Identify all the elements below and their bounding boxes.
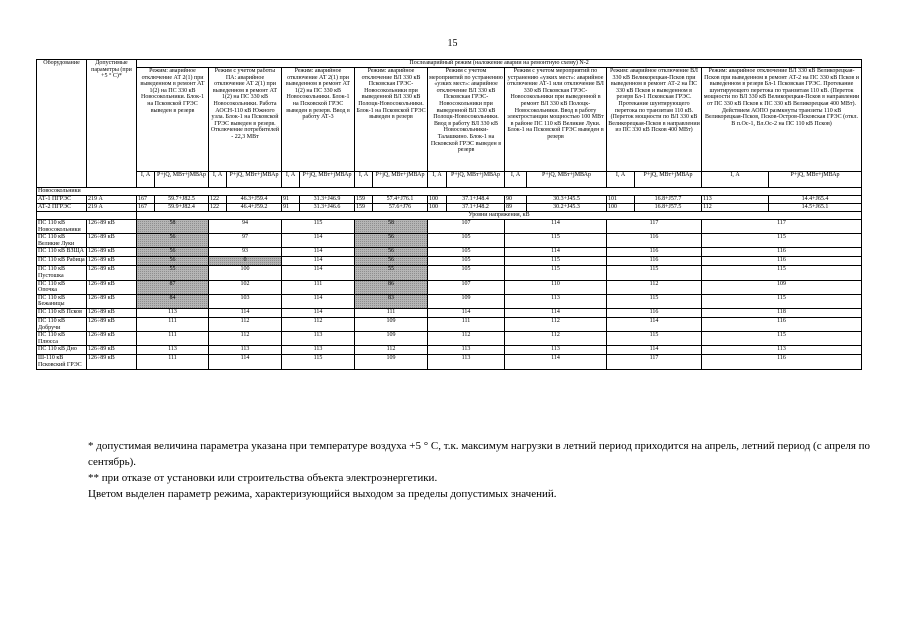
value-cell: 111	[428, 317, 505, 331]
value-cell: 100	[428, 196, 447, 204]
unit-current-header: I, А	[282, 172, 300, 188]
value-cell: 89	[505, 204, 527, 212]
row-equipment: АТ-2 ПГРЭС	[37, 204, 87, 212]
value-cell: 122	[209, 204, 227, 212]
value-cell: 116	[607, 234, 702, 248]
table-row	[37, 204, 862, 212]
value-cell: 103	[209, 294, 282, 308]
value-cell: 101	[607, 196, 635, 204]
value-cell: 111	[355, 308, 428, 317]
value-cell-out-of-range: 56	[137, 248, 209, 257]
scenario-header: Режим с учетом мероприятий по устранению «узких мест»: аварийное отключение ВЛ 330 кВ Псковская ГРЭС-Новосокольники при выведенной ВЛ 330 кВ Полоцк-Новосокольники. Ввод в работу ВЛ 330 кВ Новосокольники-Талашкино. Блок-1 на Псковской ГРЭС выведен в резерв	[428, 68, 505, 172]
value-cell: 14.5+J65.1	[769, 204, 862, 212]
value-cell-out-of-range: 56	[355, 234, 428, 248]
row-substation: ПС 110 кВ Псков	[37, 308, 87, 317]
regime-table	[36, 59, 862, 370]
value-cell: 115	[607, 266, 702, 280]
value-cell: 46.4+J59.2	[227, 204, 282, 212]
value-cell: 102	[209, 280, 282, 294]
row-limit: 126÷89 кВ	[87, 355, 137, 369]
value-cell: 57.4+J76.1	[373, 196, 428, 204]
value-cell: 117	[607, 220, 702, 234]
row-substation: ПС 110 кВ Великие Луки	[37, 234, 87, 248]
value-cell: 116	[607, 257, 702, 266]
value-cell: 109	[702, 280, 862, 294]
unit-current-header: I, А	[428, 172, 447, 188]
value-cell: 112	[282, 317, 355, 331]
value-cell: 115	[702, 234, 862, 248]
value-cell: 59.7+J82.5	[155, 196, 209, 204]
scenario-header: Режим: аварийное отключение ВЛ 330 кВ Великорецкая-Псков при выведенном в ремонт АТ-2 на ПС 330 кВ Псков и выведенном в резерв Бл-1 Псковская ГРЭС. Протекание шунтирующего перетока по транзитам 110 кВ. (Переток мощности по ВЛ 330 кВ Великорецкая-Псков в направлении от ПС 330 кВ Псков к ПС 330 кВ Великорецкая 400 МВт). Действием АОПО размкнуты транзиты 110 кВ Великорецкая-Псков, Псков-Остров-Псковская ГРЭС (откл. В п.Ос-1, Вл.Ос-2 на ПС 110 кВ Псков)	[702, 68, 862, 172]
row-substation: ПС 110 кВ Рабица	[37, 257, 87, 266]
value-cell: 109	[428, 294, 505, 308]
value-cell: 113	[702, 196, 769, 204]
row-limit: 126÷89 кВ	[87, 346, 137, 355]
page-number: 15	[447, 38, 458, 49]
value-cell-out-of-range: 0	[209, 257, 282, 266]
value-cell: 115	[505, 257, 607, 266]
table-row	[37, 355, 862, 369]
value-cell: 112	[355, 346, 428, 355]
value-cell: 30.2+J45.3	[527, 204, 607, 212]
value-cell: 109	[355, 355, 428, 369]
value-cell: 111	[282, 280, 355, 294]
value-cell: 115	[282, 220, 355, 234]
value-cell: 100	[428, 204, 447, 212]
value-cell: 114	[282, 234, 355, 248]
value-cell: 115	[607, 294, 702, 308]
table-row	[37, 196, 862, 204]
value-cell: 100	[607, 204, 635, 212]
scenario-header: Режим с учетом работы ПА: аварийное отключение АТ 2(1) при выведенном в ремонт АТ 1(2) на ПС 330 кВ Новосокольники. Работа АОСН-110 кВ Южного узла. Блок-1 на Псковской ГРЭС выведен в резерв. Отключение потребителей - 22,3 МВт	[209, 68, 282, 172]
header-row-units	[37, 172, 862, 188]
value-cell: 115	[607, 332, 702, 346]
value-cell-out-of-range: 84	[137, 294, 209, 308]
value-cell: 114	[505, 220, 607, 234]
row-limit: 126÷89 кВ	[87, 317, 137, 331]
value-cell: 113	[505, 346, 607, 355]
scenario-header: Режим с учетом мероприятий по устранению «узких мест»: аварийное отключение АТ-1 или отключение ВЛ 330 кВ Псковская ГРЭС-Новосокольники при выведенной в ремонт ВЛ 330 кВ Полоцк-Новосокольники. Ввод в работу электростанции мощностью 100 МВт в районе ПС 110 кВ Великие Луки. Блок-1 на Псковской ГРЭС выведен в резерв	[505, 68, 607, 172]
row-limit: 219 А	[87, 204, 137, 212]
value-cell: 114	[209, 308, 282, 317]
value-cell: 167	[137, 204, 155, 212]
value-cell: 107	[428, 220, 505, 234]
row-equipment: АТ-1 ПГРЭС	[37, 196, 87, 204]
value-cell: 118	[702, 308, 862, 317]
value-cell: 94	[209, 220, 282, 234]
value-cell: 159	[355, 196, 373, 204]
scenario-header: Режим: аварийное отключение АТ 2(1) при выведенном в ремонт АТ 1(2) на ПС 330 кВ Новосокольники. Блок-1 на Псковской ГРЭС выведен в резерв	[137, 68, 209, 172]
value-cell: 105	[428, 248, 505, 257]
value-cell: 112	[505, 332, 607, 346]
value-cell: 113	[137, 308, 209, 317]
value-cell: 113	[282, 346, 355, 355]
row-limit: 126÷89 кВ	[87, 234, 137, 248]
value-cell: 116	[702, 257, 862, 266]
value-cell: 114	[607, 317, 702, 331]
value-cell: 91	[282, 204, 300, 212]
value-cell: 113	[428, 346, 505, 355]
value-cell: 117	[702, 220, 862, 234]
row-limit: 126÷89 кВ	[87, 280, 137, 294]
value-cell: 112	[428, 332, 505, 346]
value-cell: 113	[282, 332, 355, 346]
row-substation: ПС 110 кВ Дно	[37, 346, 87, 355]
value-cell: 105	[428, 266, 505, 280]
header-regime: Послеаварийный режим (наложение аварии на ремонтную схему) N-2	[137, 60, 862, 68]
table-row	[37, 280, 862, 294]
header-row-scenarios	[37, 68, 862, 172]
value-cell-out-of-range: 83	[355, 294, 428, 308]
regime-table-wrapper	[36, 59, 861, 370]
scenario-header: Режим: аварийное отключение ВЛ 330 кВ Великорецкая-Псков при выведенном в ремонт АТ-2 на ПС 330 кВ Псков и выведенном в резерв Бл-1 Псковская ГРЭС. Протекание шунтирующего перетока по транзитам 110 кВ. (Переток мощности по ВЛ 330 кВ Великорецкая-Псков в направлении из ПС 330 кВ Псков 400 МВт)	[607, 68, 702, 172]
value-cell: 116	[607, 308, 702, 317]
value-cell: 112	[607, 280, 702, 294]
value-cell: 159	[355, 204, 373, 212]
value-cell: 46.3+J59.4	[227, 196, 282, 204]
value-cell: 93	[209, 248, 282, 257]
row-limit: 126÷89 кВ	[87, 220, 137, 234]
unit-power-header: P+jQ, МВт+jМВАр	[227, 172, 282, 188]
row-substation: ПС 110 кВ ВЗЩА	[37, 248, 87, 257]
value-cell: 116	[607, 248, 702, 257]
value-cell: 167	[137, 196, 155, 204]
value-cell: 114	[607, 346, 702, 355]
row-limit: 126÷89 кВ	[87, 294, 137, 308]
table-row	[37, 220, 862, 234]
value-cell: 117	[607, 355, 702, 369]
section-title: Новосокольники	[37, 188, 862, 196]
value-cell: 112	[505, 317, 607, 331]
value-cell-out-of-range: 58	[355, 220, 428, 234]
value-cell: 114	[505, 355, 607, 369]
value-cell: 115	[702, 294, 862, 308]
value-cell: 30.3+J45.5	[527, 196, 607, 204]
value-cell: 57.6+J76	[373, 204, 428, 212]
value-cell: 114	[209, 355, 282, 369]
value-cell-out-of-range: 58	[137, 220, 209, 234]
value-cell-out-of-range: 56	[355, 248, 428, 257]
unit-current-header: I, А	[702, 172, 769, 188]
value-cell: 112	[209, 317, 282, 331]
unit-power-header: P+jQ, МВт+jМВАр	[373, 172, 428, 188]
value-cell: 115	[505, 234, 607, 248]
value-cell: 114	[282, 308, 355, 317]
value-cell: 116	[702, 248, 862, 257]
value-cell: 113	[137, 346, 209, 355]
row-substation: ПС 110 кВ Добручи	[37, 317, 87, 331]
value-cell-out-of-range: 87	[137, 280, 209, 294]
value-cell: 113	[209, 346, 282, 355]
row-substation: ПС 110 кВ Бежаницы	[37, 294, 87, 308]
table-row	[37, 346, 862, 355]
scenario-header: Режим: аварийное отключение АТ 2(1) при выведенном в ремонт АТ 1(2) на ПС 330 кВ Новосокольники. Блок-1 на Псковской ГРЭС выведен в резерв. Ввод в работу АТ-3	[282, 68, 355, 172]
table-row	[37, 332, 862, 346]
scenario-header: Режим: аварийное отключение ВЛ 330 кВ Псковская ГРЭС-Новосокольники при выведенной ВЛ 330 кВ Полоцк-Новосокольники. Блок-1 на Псковской ГРЭС выведен в резерв	[355, 68, 428, 172]
value-cell: 109	[355, 332, 428, 346]
unit-current-header: I, А	[505, 172, 527, 188]
row-limit: 126÷89 кВ	[87, 308, 137, 317]
value-cell: 14.4+J65.4	[769, 196, 862, 204]
footnote-color-legend: Цветом выделен параметр режима, характеризующийся выходом за пределы допустимых значений.	[88, 488, 557, 500]
value-cell: 112	[209, 332, 282, 346]
value-cell: 114	[282, 294, 355, 308]
row-limit: 126÷89 кВ	[87, 332, 137, 346]
value-cell: 107	[428, 280, 505, 294]
value-cell: 115	[702, 266, 862, 280]
value-cell: 90	[505, 196, 527, 204]
table-row	[37, 294, 862, 308]
unit-current-header: I, А	[355, 172, 373, 188]
row-limit: 126÷89 кВ	[87, 257, 137, 266]
row-substation: Ш-110 кВ Псковский ГРЭС	[37, 355, 87, 369]
unit-current-header: I, А	[137, 172, 155, 188]
value-cell: 105	[428, 234, 505, 248]
value-cell: 91	[282, 196, 300, 204]
row-limit: 126÷89 кВ	[87, 266, 137, 280]
row-substation: ПС 110 кВ Опочка	[37, 280, 87, 294]
voltage-title-row	[37, 212, 862, 220]
value-cell: 113	[702, 346, 862, 355]
value-cell: 115	[505, 266, 607, 280]
value-cell-out-of-range: 56	[355, 257, 428, 266]
value-cell-out-of-range: 55	[355, 266, 428, 280]
value-cell: 122	[209, 196, 227, 204]
value-cell: 105	[428, 257, 505, 266]
value-cell: 100	[209, 266, 282, 280]
value-cell-out-of-range: 86	[355, 280, 428, 294]
value-cell: 111	[137, 355, 209, 369]
value-cell: 111	[137, 332, 209, 346]
value-cell: 16.8+J57.5	[635, 204, 702, 212]
value-cell: 110	[505, 280, 607, 294]
section-row	[37, 188, 862, 196]
row-substation: ПС 110 кВ Новосокольники	[37, 220, 87, 234]
table-row	[37, 266, 862, 280]
value-cell: 37.1+J48.4	[447, 196, 505, 204]
footnote-temperature: * допустимая величина параметра указана при температуре воздуха +5 ° С, т.к. максимум нагрузки в летний период приходится на апрель, летний период (с апреля по сентябрь).	[88, 440, 871, 468]
footnote-object: ** при отказе от установки или строительства объекта электроэнергетики.	[88, 472, 438, 484]
value-cell: 114	[282, 257, 355, 266]
table-row	[37, 257, 862, 266]
value-cell: 97	[209, 234, 282, 248]
table-row	[37, 308, 862, 317]
unit-power-header: P+jQ, МВт+jМВАр	[155, 172, 209, 188]
row-substation: ПС 110 кВ Плюсса	[37, 332, 87, 346]
header-row-top	[37, 60, 862, 68]
header-params: Допустимые параметры (при +5 ° С)*	[87, 60, 137, 188]
footnotes	[76, 438, 876, 502]
value-cell: 112	[702, 204, 769, 212]
value-cell: 115	[282, 355, 355, 369]
value-cell: 16.8+J57.7	[635, 196, 702, 204]
value-cell: 31.3+J46.9	[300, 196, 355, 204]
row-limit: 219 А	[87, 196, 137, 204]
value-cell: 116	[702, 355, 862, 369]
table-row	[37, 317, 862, 331]
value-cell: 111	[137, 317, 209, 331]
value-cell: 113	[428, 355, 505, 369]
row-substation: ПС 110 кВ Пустошка	[37, 266, 87, 280]
unit-power-header: P+jQ, МВт+jМВАр	[300, 172, 355, 188]
unit-current-header: I, А	[607, 172, 635, 188]
unit-power-header: P+jQ, МВт+jМВАр	[447, 172, 505, 188]
header-equipment: Оборудование	[37, 60, 87, 188]
value-cell: 114	[428, 308, 505, 317]
unit-power-header: P+jQ, МВт+jМВАр	[635, 172, 702, 188]
unit-power-header: P+jQ, МВт+jМВАр	[769, 172, 862, 188]
value-cell: 109	[355, 317, 428, 331]
value-cell: 113	[505, 294, 607, 308]
unit-power-header: P+jQ, МВт+jМВАр	[527, 172, 607, 188]
value-cell-out-of-range: 56	[137, 257, 209, 266]
value-cell: 59.9+J82.4	[155, 204, 209, 212]
value-cell: 114	[505, 308, 607, 317]
value-cell: 31.3+J46.6	[300, 204, 355, 212]
value-cell: 37.1+J48.2	[447, 204, 505, 212]
value-cell: 115	[702, 332, 862, 346]
table-row	[37, 234, 862, 248]
value-cell: 116	[702, 317, 862, 331]
value-cell: 114	[282, 266, 355, 280]
value-cell: 114	[282, 248, 355, 257]
value-cell-out-of-range: 56	[137, 234, 209, 248]
row-limit: 126÷89 кВ	[87, 248, 137, 257]
table-row	[37, 248, 862, 257]
value-cell: 114	[505, 248, 607, 257]
voltage-title: Уровни напряжения, кВ	[137, 212, 862, 220]
voltage-spacer	[37, 212, 137, 220]
unit-current-header: I, А	[209, 172, 227, 188]
value-cell-out-of-range: 55	[137, 266, 209, 280]
